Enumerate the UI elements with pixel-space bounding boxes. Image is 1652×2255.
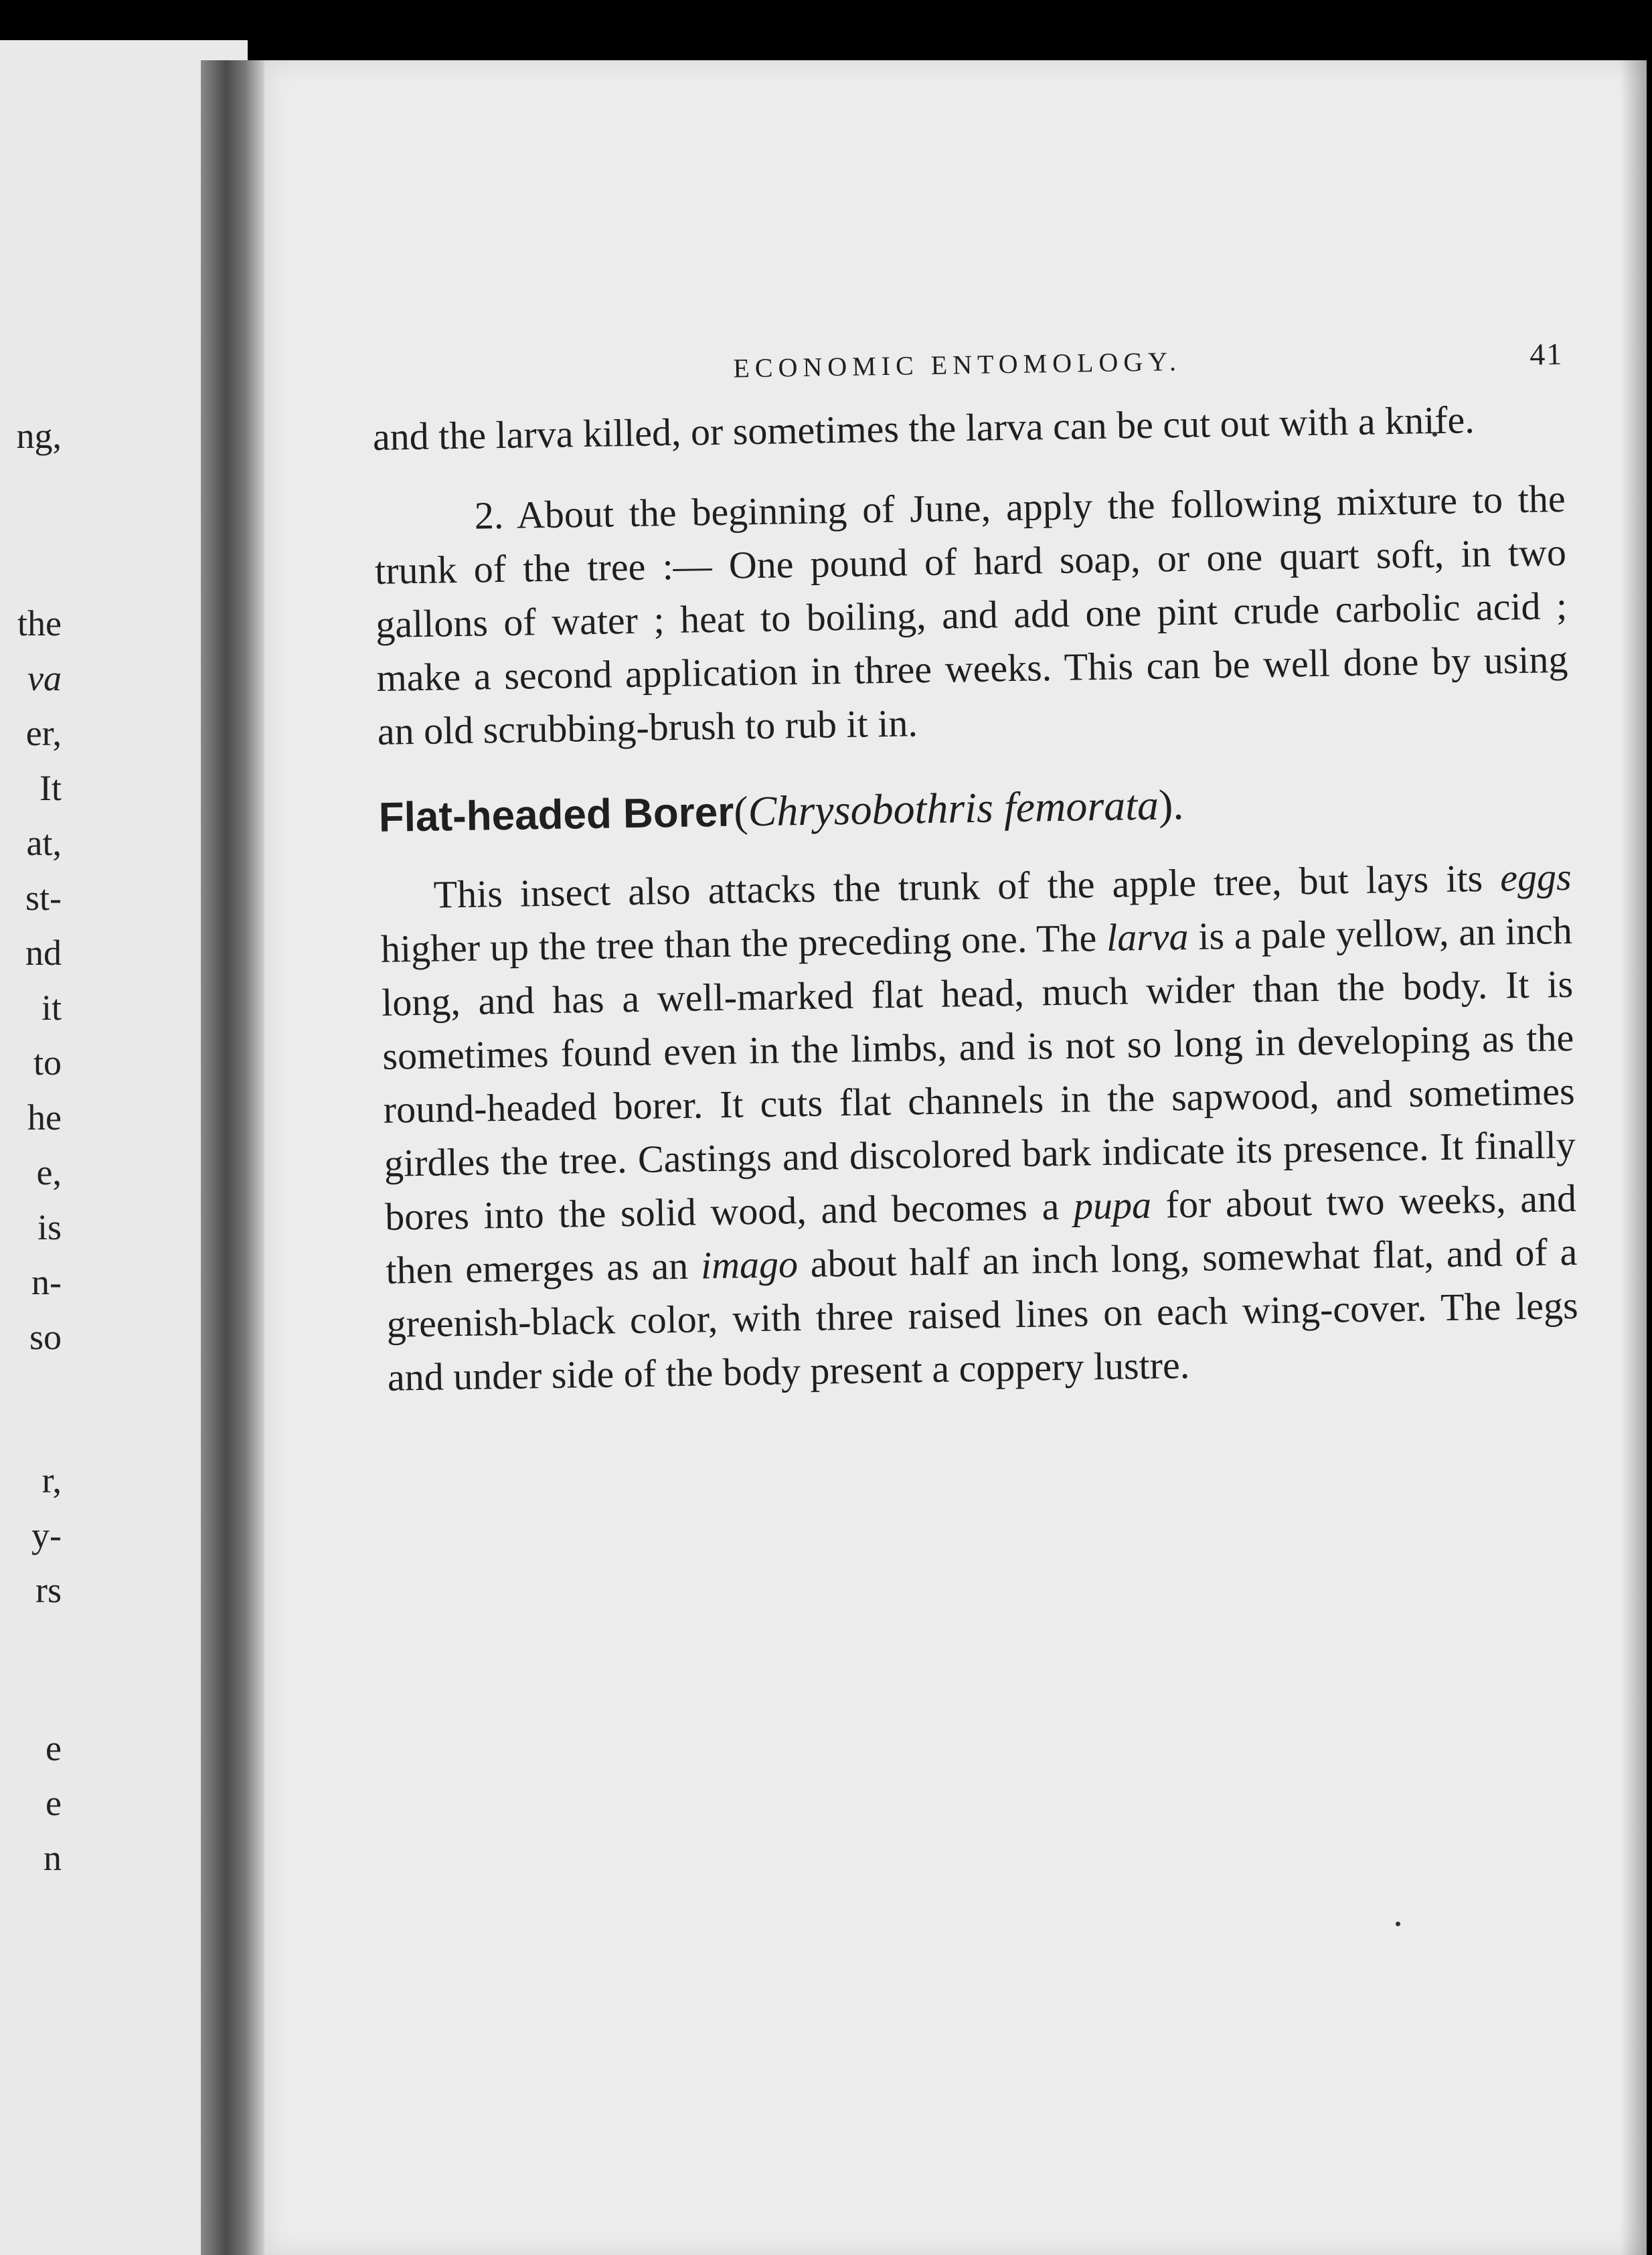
- left-fragment: to: [33, 1042, 62, 1083]
- left-fragment: n-: [31, 1262, 62, 1302]
- text-run: is a pale yellow, an inch long, and has a well-marked flat head, much wider than the body. It is sometimes found even in the limbs, and is not so long in developing as the round-headed borer. It cuts flat channels in the sapwood, and sometimes girdles the tree. Castings and discolored bark indicate its presence. It finally bores into the solid wood, and becomes a: [381, 908, 1576, 1239]
- left-fragment: e: [46, 1728, 62, 1768]
- heading-paren-close: ).: [1158, 781, 1184, 829]
- italic-term: eggs: [1499, 854, 1572, 900]
- left-fragment: so: [29, 1317, 62, 1357]
- italic-term: pupa: [1073, 1182, 1152, 1228]
- left-fragment: y-: [31, 1515, 62, 1555]
- left-fragment: e: [46, 1783, 62, 1823]
- left-fragment: nd: [25, 933, 62, 973]
- italic-term: imago: [700, 1242, 799, 1288]
- left-fragment: va: [27, 658, 62, 698]
- left-fragment: n: [44, 1838, 62, 1878]
- book-gutter: [201, 60, 264, 2255]
- left-fragment: rs: [35, 1570, 62, 1610]
- left-fragment: the: [17, 603, 62, 643]
- text-run: higher up the tree than the preceding one. The: [380, 915, 1107, 971]
- scan-edge-marks: [1633, 884, 1652, 991]
- left-fragment: at,: [26, 823, 62, 863]
- text-run: about half an inch long, somewhat flat, and of a greenish-black color, with three raised lines on each wing-cover. The legs and under side of the body present a coppery lustre.: [386, 1229, 1579, 1399]
- left-fragment: st-: [25, 878, 62, 918]
- scan-speck: [1396, 1922, 1400, 1926]
- right-book-page: [264, 60, 1647, 2255]
- left-fragment: r,: [42, 1460, 62, 1500]
- left-fragment: er,: [25, 713, 62, 753]
- left-fragment: e,: [36, 1152, 62, 1192]
- running-title: ECONOMIC ENTOMOLOGY.: [733, 345, 1182, 384]
- page-content: [371, 336, 1579, 1405]
- text-run: for about two weeks, and then emerges as an: [385, 1176, 1577, 1292]
- left-fragment: It: [39, 768, 62, 808]
- left-fragment: is: [37, 1207, 62, 1247]
- italic-term: larva: [1106, 914, 1189, 959]
- left-fragment: ng,: [16, 416, 62, 456]
- paragraph-continuation: and the larva killed, or sometimes the larva can be cut out with a knife.: [372, 398, 1475, 459]
- page-number: 41: [1529, 337, 1564, 372]
- running-head: [452, 336, 1564, 389]
- left-fragment: he: [27, 1097, 62, 1138]
- left-fragment: it: [41, 988, 62, 1028]
- text-run: This insect also attacks the trunk of the apple tree, but lays its: [433, 856, 1501, 917]
- page-edge-shadow: [1620, 60, 1647, 2255]
- section-heading: [378, 771, 1570, 846]
- heading-paren-open: (: [733, 787, 749, 836]
- heading-scientific-name: Chrysobothris femorata: [748, 781, 1159, 836]
- paragraph-remedy-2: 2. About the beginning of June, apply the following mixture to the trunk of the tree :— One pound of hard soap, or one quart soft, in two gallons of water ; heat to boiling, and add one pint crude carbolic acid ; make a second application in three weeks. This can be well done by using an old scrubbing-brush to rub it in.: [374, 477, 1568, 753]
- heading-common-name: Flat-headed Borer: [378, 789, 734, 841]
- paragraph-description: [380, 850, 1579, 1405]
